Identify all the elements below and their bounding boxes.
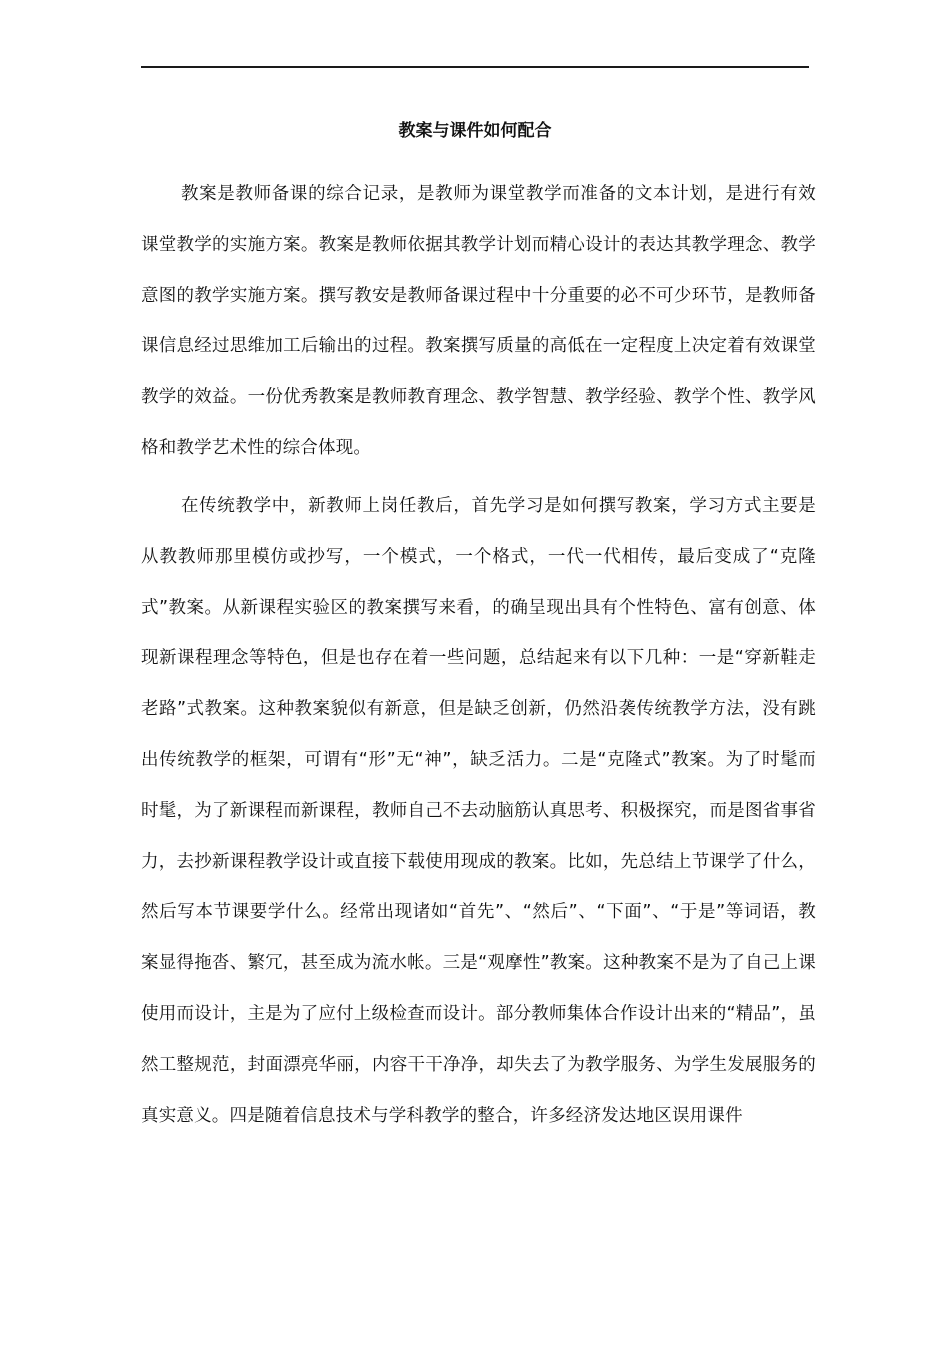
- document-title: 教案与课件如何配合: [398, 121, 552, 141]
- paragraph-2: 在传统教学中，新教师上岗任教后，首先学习是如何撰写教案，学习方式主要是从教教师那里模仿或抄写，一个模式，一个格式，一代一代相传，最后变成了“克隆式”教案。从新课程实验区的教案撰写来看，的确呈现出具有个性特色、富有创意、体现新课程理念等特色，但是也存在着一些问题，总结起来有以下几种：一是“穿新鞋走老路”式教案。这种教案貌似有新意，但是缺乏创新，仍然沿袭传统教学方法，没有跳出传统教学的框架，可谓有“形”无“神”，缺乏活力。二是“克隆式”教案。为了时髦而时髦，为了新课程而新课程，教师自己不去动脑筋认真思考、积极探究，而是图省事省力，去抄新课程教学设计或直接下载使用现成的教案。比如，先总结上节课学了什么，然后写本节课要学什么。经常出现诸如“首先”、“然后”、“下面”、“于是”等词语，教案显得拖沓、繁冗，甚至成为流水帐。三是“观摩性”教案。这种教案不是为了自己上课使用而设计，主是为了应付上级检查而设计。部分教师集体合作设计出来的“精品”，虽然工整规范，封面漂亮华丽，内容干干净净，却失去了为教学服务、为学生发展服务的真实意义。四是随着信息技术与学科教学的整合，许多经济发达地区误用课件: [141, 496, 816, 1126]
- header-rule: [141, 66, 809, 68]
- paragraph-1: 教案是教师备课的综合记录，是教师为课堂教学而准备的文本计划，是进行有效课堂教学的实施方案。教案是教师依据其教学计划而精心设计的表达其教学理念、教学意图的教学实施方案。撰写教安是教师备课过程中十分重要的必不可少环节，是教师备课信息经过思维加工后输出的过程。教案撰写质量的高低在一定程度上决定着有效课堂教学的效益。一份优秀教案是教师教育理念、教学智慧、教学经验、教学个性、教学风格和教学艺术性的综合体现。: [141, 184, 816, 458]
